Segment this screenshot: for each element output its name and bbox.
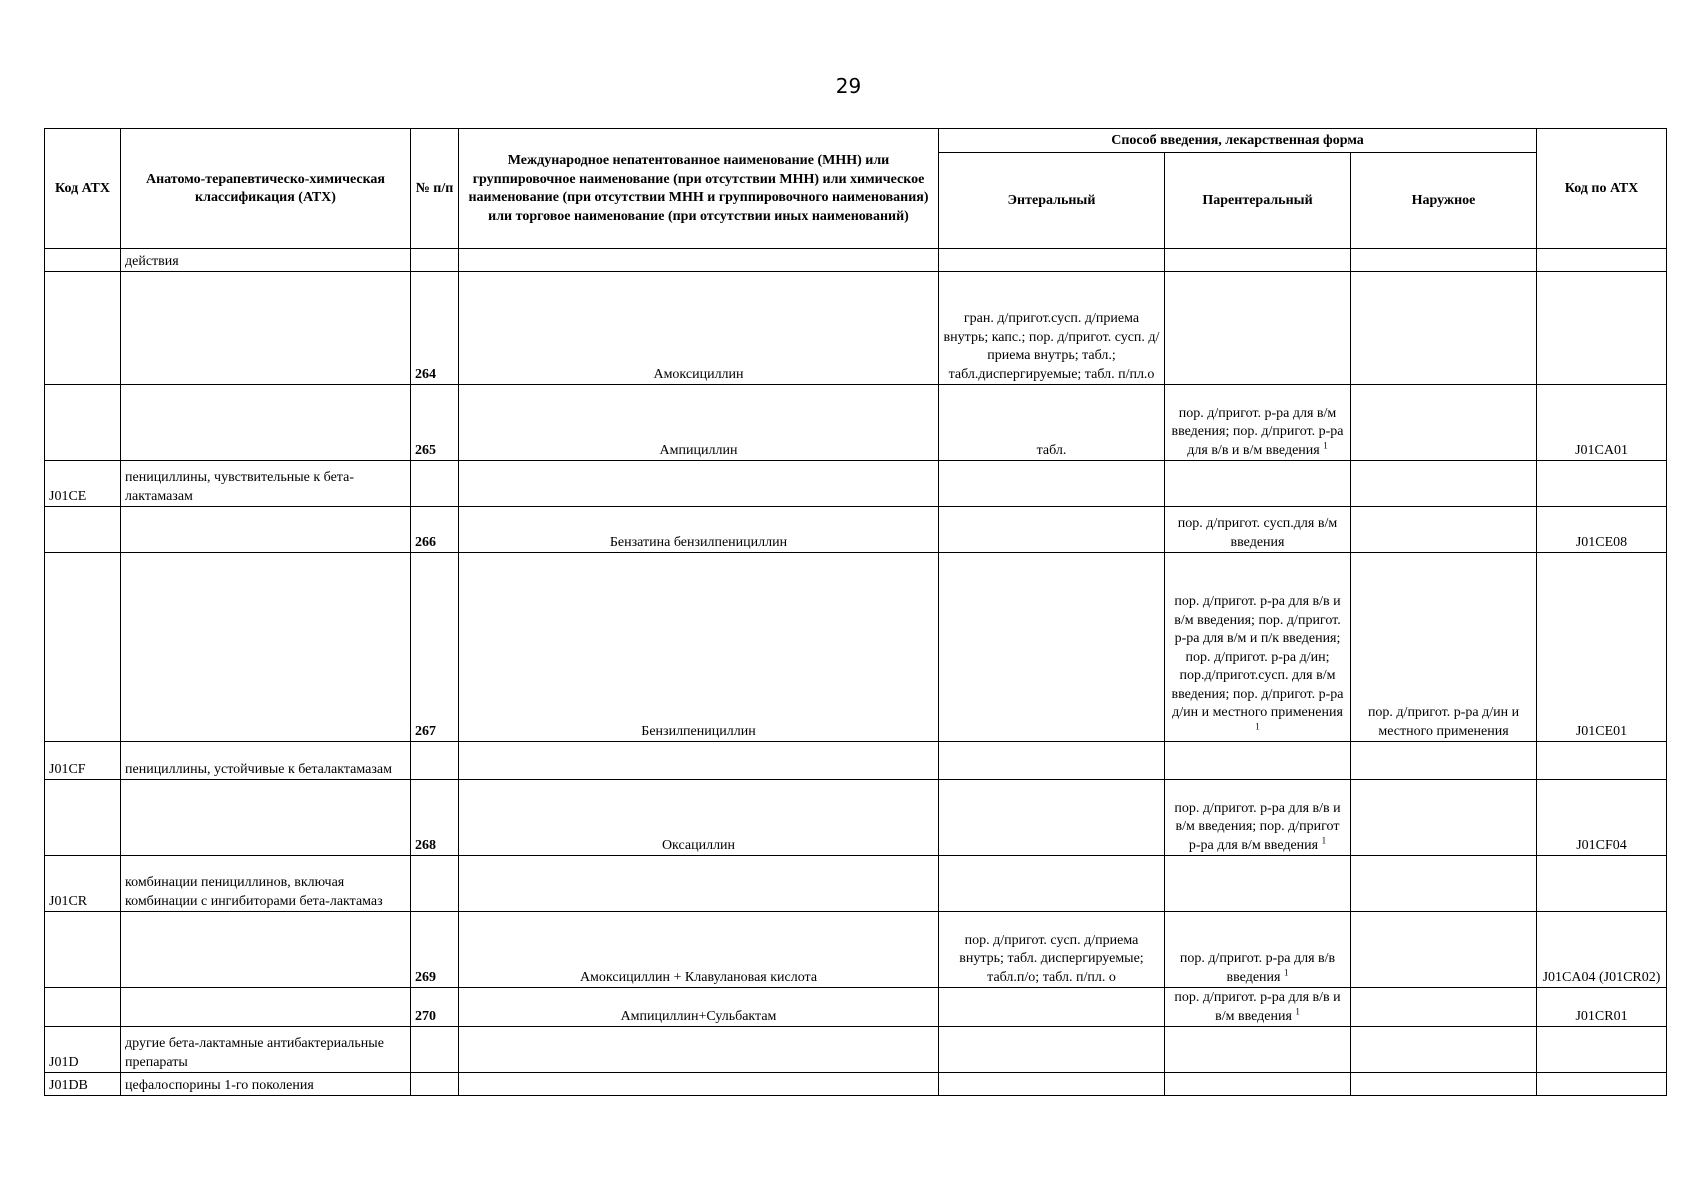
- inn-cell: [459, 780, 939, 856]
- row-number-cell: [411, 1027, 459, 1073]
- inn-cell: [459, 912, 939, 988]
- inn-cell: [459, 553, 939, 742]
- header-atc-code: Код АТХ: [45, 129, 121, 249]
- classification-cell: [121, 507, 411, 553]
- atc-final-cell: [1537, 912, 1667, 988]
- atc-final-text: J01CE08: [1575, 534, 1628, 550]
- inn-cell: [459, 461, 939, 507]
- atc-final-cell: [1537, 856, 1667, 912]
- atc-code-cell: [45, 988, 121, 1027]
- footnote-marker: 1: [1321, 834, 1327, 845]
- row-number-cell: [411, 742, 459, 780]
- header-enteral: Энтеральный: [939, 153, 1165, 249]
- external-cell: [1351, 742, 1537, 780]
- row-number-cell: [411, 272, 459, 385]
- parenteral-cell: [1165, 385, 1351, 461]
- classification-cell: [121, 912, 411, 988]
- classification-text: цефалоспорины 1-го поколения: [125, 1077, 314, 1093]
- row-number-text: 267: [415, 723, 436, 739]
- enteral-cell: [939, 272, 1165, 385]
- header-classification: Анатомо-терапевтическо-химическая классификация (АТХ): [121, 129, 411, 249]
- atc-final-cell: [1537, 272, 1667, 385]
- row-number-text: 264: [415, 366, 436, 382]
- enteral-cell: [939, 780, 1165, 856]
- inn-cell: [459, 742, 939, 780]
- atc-final-cell: [1537, 249, 1667, 272]
- parenteral-text: пор. д/пригот. р-ра для в/в и в/м введения; пор. д/пригот р-ра для в/м введения: [1174, 800, 1341, 853]
- footnote-marker: 1: [1323, 439, 1328, 450]
- atc-code-cell: [45, 385, 121, 461]
- atc-code-cell: [45, 553, 121, 742]
- parenteral-text: пор. д/пригот. р-ра для в/в введения: [1179, 951, 1336, 985]
- parenteral-text: пор. д/пригот. р-ра для в/в и в/м введения: [1174, 990, 1341, 1024]
- external-cell: [1351, 553, 1537, 742]
- external-cell: [1351, 507, 1537, 553]
- classification-text: комбинации пенициллинов, включая комбинации с ингибиторами бета-лактамаз: [125, 875, 383, 909]
- classification-cell: [121, 742, 411, 780]
- parenteral-cell: [1165, 272, 1351, 385]
- classification-cell: [121, 249, 411, 272]
- table-row: [45, 385, 1667, 461]
- row-number-cell: [411, 856, 459, 912]
- external-text: пор. д/пригот. р-ра д/ин и местного применения: [1367, 705, 1520, 739]
- classification-text: другие бета-лактамные антибактериальные препараты: [125, 1036, 384, 1070]
- atc-final-text: J01CE01: [1575, 723, 1628, 739]
- table-row: [45, 249, 1667, 272]
- parenteral-cell: [1165, 912, 1351, 988]
- external-cell: [1351, 272, 1537, 385]
- row-number-cell: [411, 461, 459, 507]
- enteral-cell: [939, 742, 1165, 780]
- row-number-cell: [411, 507, 459, 553]
- inn-text: Бензатина бензилпенициллин: [609, 534, 788, 550]
- parenteral-cell: [1165, 988, 1351, 1027]
- external-cell: [1351, 1073, 1537, 1096]
- table-row: [45, 1027, 1667, 1073]
- inn-text: Амоксициллин: [653, 366, 744, 382]
- row-number-cell: [411, 780, 459, 856]
- enteral-cell: [939, 507, 1165, 553]
- parenteral-cell: [1165, 553, 1351, 742]
- table-row: [45, 780, 1667, 856]
- classification-cell: [121, 553, 411, 742]
- row-number-text: 270: [415, 1008, 436, 1024]
- enteral-cell: [939, 856, 1165, 912]
- header-number: № п/п: [411, 129, 459, 249]
- inn-text: Ампициллин+Сульбактам: [620, 1008, 777, 1024]
- row-number-cell: [411, 249, 459, 272]
- classification-text: действия: [125, 253, 179, 269]
- enteral-cell: [939, 912, 1165, 988]
- atc-final-cell: [1537, 1073, 1667, 1096]
- footnote-marker: 1: [1283, 966, 1289, 977]
- table-row: [45, 1073, 1667, 1096]
- row-number-cell: [411, 1073, 459, 1096]
- classification-cell: [121, 856, 411, 912]
- table-row: [45, 988, 1667, 1027]
- inn-text: Амоксициллин + Клавулановая кислота: [579, 969, 818, 985]
- atc-code-text: J01DB: [49, 1077, 88, 1093]
- atc-code-cell: [45, 461, 121, 507]
- inn-text: Бензилпенициллин: [641, 723, 756, 739]
- atc-final-cell: [1537, 461, 1667, 507]
- atc-final-text: J01CF04: [1576, 837, 1627, 853]
- inn-text: Ампициллин: [659, 442, 738, 458]
- parenteral-cell: [1165, 1073, 1351, 1096]
- enteral-cell: [939, 1073, 1165, 1096]
- parenteral-cell: [1165, 1027, 1351, 1073]
- inn-cell: [459, 272, 939, 385]
- parenteral-cell: [1165, 780, 1351, 856]
- header-external: Наружное: [1351, 153, 1537, 249]
- inn-cell: [459, 249, 939, 272]
- inn-cell: [459, 1073, 939, 1096]
- table-row: [45, 507, 1667, 553]
- enteral-text: табл.: [1036, 442, 1067, 458]
- parenteral-text: пор. д/пригот. сусп.для в/м введения: [1177, 516, 1338, 550]
- parenteral-text: пор. д/пригот. р-ра для в/м введения; пор. д/пригот. р-ра для в/в и в/м введения: [1171, 405, 1344, 458]
- table-row: [45, 272, 1667, 385]
- external-cell: [1351, 385, 1537, 461]
- header-row-1: [45, 129, 1667, 153]
- classification-cell: [121, 1027, 411, 1073]
- atc-code-cell: [45, 856, 121, 912]
- enteral-cell: [939, 249, 1165, 272]
- row-number-cell: [411, 912, 459, 988]
- atc-code-cell: [45, 912, 121, 988]
- inn-text: Оксациллин: [661, 837, 736, 853]
- table-row: [45, 461, 1667, 507]
- footnote-marker: 1: [1295, 1005, 1300, 1016]
- atc-code-cell: [45, 249, 121, 272]
- external-cell: [1351, 856, 1537, 912]
- header-parenteral: Парентеральный: [1165, 153, 1351, 249]
- inn-cell: [459, 856, 939, 912]
- atc-final-cell: [1537, 780, 1667, 856]
- parenteral-cell: [1165, 742, 1351, 780]
- external-cell: [1351, 461, 1537, 507]
- row-number-text: 266: [415, 534, 436, 550]
- page-number: 29: [835, 74, 862, 98]
- external-cell: [1351, 988, 1537, 1027]
- atc-final-cell: [1537, 1027, 1667, 1073]
- inn-cell: [459, 507, 939, 553]
- header-inn: Международное непатентованное наименование (МНН) или группировочное наименование (при отсутствии МНН) или химическое наименование (при отсутствии МНН и группировочного наименования) или торговое наименование (при отсутствии иных наименований): [459, 129, 939, 249]
- row-number-cell: [411, 385, 459, 461]
- atc-final-cell: [1537, 988, 1667, 1027]
- classification-cell: [121, 272, 411, 385]
- parenteral-text: пор. д/пригот. р-ра для в/в и в/м введения; пор. д/пригот. р-ра для в/м и п/к введения; пор. д/пригот. р-ра д/ин; пор.д/пригот.сусп. для в/м введения; пор. д/пригот. р-ра д/ин и местного применения: [1171, 594, 1344, 720]
- enteral-text: гран. д/пригот.сусп. д/приема внутрь; капс.; пор. д/пригот. сусп. д/приема внутрь; табл.; табл.диспергируемые; табл. п/пл.о: [943, 311, 1160, 382]
- atc-code-cell: [45, 1027, 121, 1073]
- parenteral-cell: [1165, 249, 1351, 272]
- parenteral-cell: [1165, 507, 1351, 553]
- row-number-text: 268: [415, 837, 436, 853]
- footnote-marker: 1: [1255, 720, 1260, 731]
- atc-final-text: J01CA04 (J01CR02): [1542, 969, 1661, 985]
- parenteral-cell: [1165, 461, 1351, 507]
- classification-cell: [121, 461, 411, 507]
- drug-table: [44, 128, 1667, 1096]
- atc-final-text: J01CR01: [1575, 1008, 1628, 1024]
- external-cell: [1351, 249, 1537, 272]
- classification-cell: [121, 988, 411, 1027]
- atc-final-cell: [1537, 553, 1667, 742]
- row-number-text: 265: [415, 442, 436, 458]
- inn-cell: [459, 385, 939, 461]
- atc-code-text: J01CF: [49, 761, 86, 777]
- external-cell: [1351, 1027, 1537, 1073]
- table-body: [45, 249, 1667, 1096]
- table-row: [45, 912, 1667, 988]
- classification-text: пенициллины, устойчивые к беталактамазам: [125, 761, 392, 777]
- table-row: [45, 553, 1667, 742]
- atc-final-text: J01CA01: [1575, 442, 1628, 458]
- classification-cell: [121, 1073, 411, 1096]
- header-route-group: Способ введения, лекарственная форма: [939, 129, 1537, 153]
- classification-text: пенициллины, чувствительные к бета-лактамазам: [125, 470, 354, 504]
- enteral-text: пор. д/пригот. сусп. д/приема внутрь; табл. диспергируемые; табл.п/о; табл. п/пл. о: [959, 932, 1144, 985]
- inn-cell: [459, 988, 939, 1027]
- atc-code-text: J01CR: [49, 893, 88, 909]
- enteral-cell: [939, 988, 1165, 1027]
- enteral-cell: [939, 461, 1165, 507]
- atc-code-cell: [45, 742, 121, 780]
- atc-code-cell: [45, 780, 121, 856]
- atc-code-text: J01CE: [49, 488, 87, 504]
- enteral-cell: [939, 553, 1165, 742]
- enteral-cell: [939, 1027, 1165, 1073]
- classification-cell: [121, 780, 411, 856]
- row-number-cell: [411, 988, 459, 1027]
- parenteral-cell: [1165, 856, 1351, 912]
- atc-code-cell: [45, 1073, 121, 1096]
- atc-code-cell: [45, 507, 121, 553]
- inn-cell: [459, 1027, 939, 1073]
- header-atc-final: Код по АТХ: [1537, 129, 1667, 249]
- table-row: [45, 856, 1667, 912]
- enteral-cell: [939, 385, 1165, 461]
- atc-final-cell: [1537, 507, 1667, 553]
- atc-code-cell: [45, 272, 121, 385]
- atc-code-text: J01D: [49, 1054, 79, 1070]
- atc-final-cell: [1537, 742, 1667, 780]
- external-cell: [1351, 912, 1537, 988]
- classification-cell: [121, 385, 411, 461]
- row-number-cell: [411, 553, 459, 742]
- row-number-text: 269: [415, 969, 436, 985]
- atc-final-cell: [1537, 385, 1667, 461]
- external-cell: [1351, 780, 1537, 856]
- table-row: [45, 742, 1667, 780]
